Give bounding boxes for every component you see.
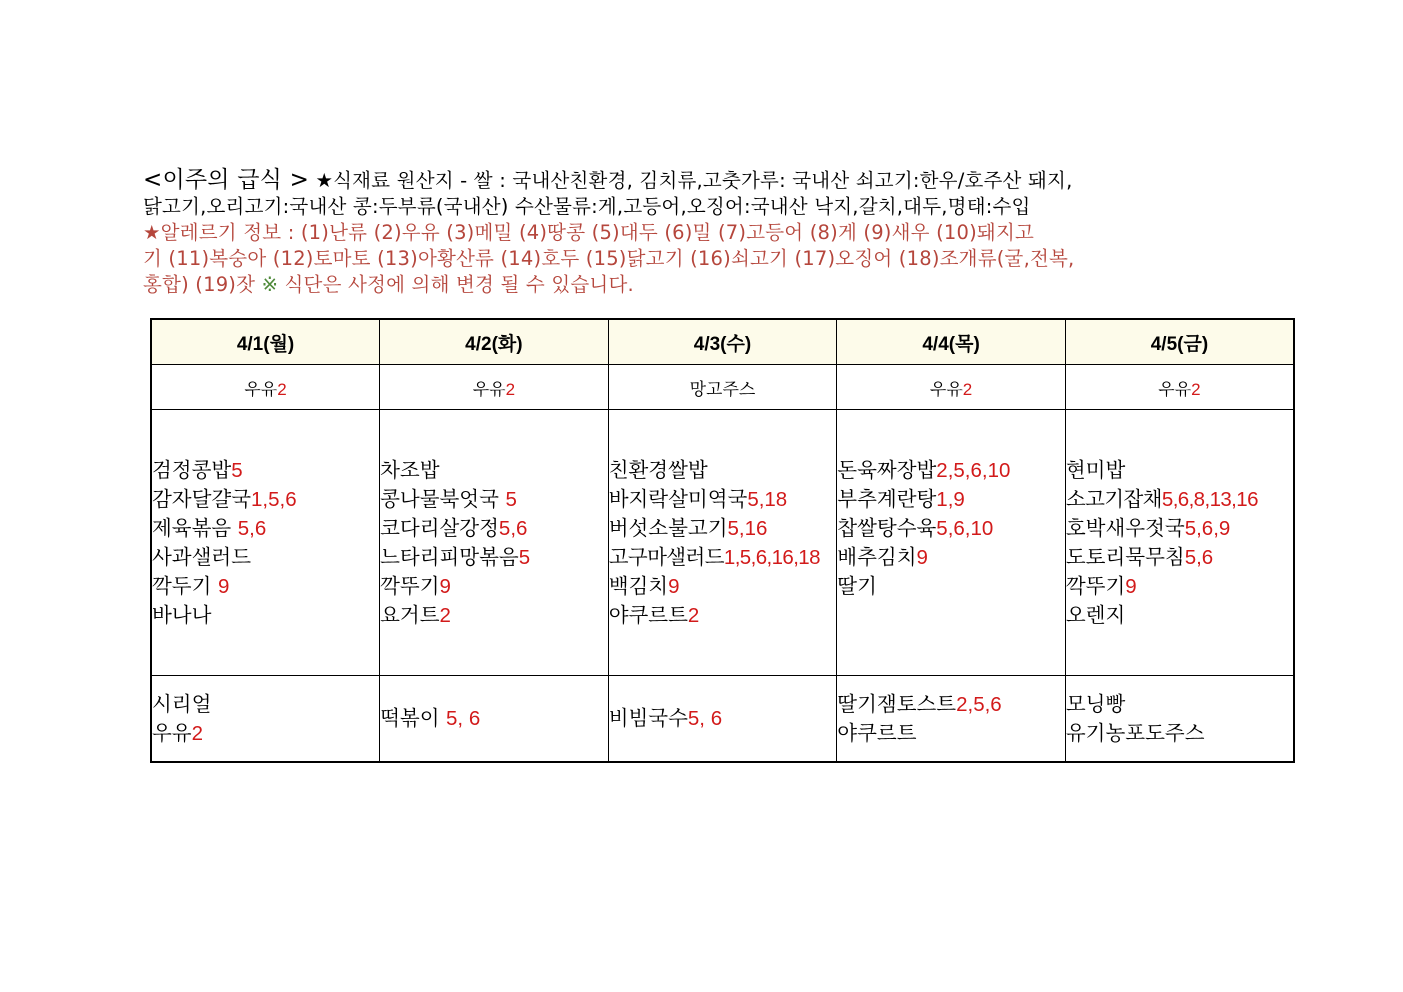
menu-item-name: 우유 (244, 379, 278, 400)
menu-item-name: 찹쌀탕수육 (837, 516, 937, 540)
date-header: 4/2(화) (380, 319, 609, 365)
morning-snack-row (151, 365, 1294, 410)
menu-item-name: 유기농포도주스 (1065, 720, 1205, 745)
allergy-code: 5, 6 (687, 707, 723, 730)
menu-item (609, 485, 837, 514)
allergy-code: 2 (687, 603, 700, 627)
menu-item-name: 현미밥 (1065, 457, 1126, 482)
allergy-code: 2,5,6 (956, 692, 1002, 716)
afternoon-snack-cell (151, 676, 380, 763)
menu-item-name: 오렌지 (1065, 602, 1126, 627)
menu-item (380, 543, 608, 572)
change-mark-icon: ※ (261, 273, 279, 296)
menu-item-name: 배추김치 (837, 545, 917, 569)
allergy-code: 1,9 (936, 488, 965, 511)
menu-item-name: 모닝빵 (1065, 691, 1126, 716)
allergy-code: 5,6,9 (1184, 516, 1231, 540)
menu-item-name: 사과샐러드 (152, 544, 252, 569)
lunch-cell (608, 410, 837, 676)
allergy-code: 2 (277, 379, 287, 399)
menu-item (1066, 601, 1293, 630)
menu-item (837, 456, 1065, 485)
morning-snack-cell (608, 365, 837, 410)
menu-item-name: 콩나물북엇국 (380, 486, 506, 511)
afternoon-snack-cell (1065, 676, 1294, 763)
change-note: 식단은 사정에 의해 변경 될 수 있습니다. (284, 273, 634, 296)
menu-item-name: 우유 (152, 720, 192, 745)
menu-item-name: 요거트 (380, 602, 440, 627)
allergy-code: 1,5,6 (251, 487, 297, 511)
menu-item-name: 검정콩밥 (152, 457, 232, 482)
menu-item (609, 601, 837, 630)
menu-item (1066, 485, 1293, 514)
menu-item-name: 떡볶이 (380, 706, 447, 730)
menu-item-name: 고구마샐러드 (608, 544, 724, 569)
menu-item (1066, 719, 1293, 748)
menu-item (1066, 456, 1293, 485)
allergy-code: 5,6,10 (936, 517, 994, 540)
menu-item (380, 704, 608, 733)
menu-item (152, 719, 379, 748)
menu-item (609, 572, 837, 601)
allergy-code: 9 (217, 574, 230, 598)
allergy-code: 9 (668, 574, 680, 598)
menu-item (152, 543, 379, 572)
menu-item-name: 딸기잼토스트 (837, 691, 957, 716)
menu-item (380, 601, 608, 630)
menu-item (837, 485, 1065, 514)
menu-item-name: 비빔국수 (608, 706, 688, 730)
lunch-cell (380, 410, 609, 676)
menu-item-name: 친환경쌀밥 (608, 457, 708, 482)
morning-snack-cell (837, 365, 1066, 410)
menu-item (1066, 572, 1293, 601)
menu-item (380, 514, 608, 543)
allergy-code: 5 (505, 487, 517, 511)
allergy-code: 5 (518, 545, 531, 569)
menu-item-name: 딸기 (837, 574, 877, 598)
menu-item-name: 제육볶음 (152, 515, 238, 540)
menu-item-name: 호박새우젓국 (1065, 515, 1185, 540)
notice-origin-line-2: 닭고기,오리고기:국내산 콩:두부류(국내산) 수산물류:게,고등어,오징어:국내산 낙지,갈치,대두,명태:수입 (143, 195, 1031, 218)
lunch-row (151, 410, 1294, 676)
menu-item (1066, 514, 1293, 543)
menu-item (152, 485, 379, 514)
origin-info: ★식재료 원산지 - 쌀 : 국내산친환경, 김치류,고춧가루: 국내산 쇠고기:한우/호주산 돼지, (315, 169, 1073, 192)
allergy-code: 5, 6 (446, 707, 481, 730)
menu-item-name: 소고기잡채 (1065, 486, 1162, 511)
date-header: 4/1(월) (151, 319, 380, 365)
menu-item-name: 시리얼 (152, 691, 212, 716)
menu-item-name: 바나나 (152, 602, 212, 627)
allergy-code: 9 (439, 574, 451, 598)
allergy-code: 2 (1191, 379, 1201, 399)
menu-item (837, 572, 1065, 601)
allergy-code: 2 (962, 379, 973, 399)
allergy-code: 5,6 (237, 516, 267, 540)
notice-last-line (143, 272, 1268, 298)
menu-item (609, 514, 837, 543)
date-header: 4/3(수) (608, 319, 837, 365)
menu-item (837, 514, 1065, 543)
menu-item (152, 601, 379, 630)
menu-item (609, 456, 837, 485)
menu-item (837, 719, 1065, 748)
menu-item-name: 망고주스 (689, 379, 756, 400)
menu-item-name: 버섯소불고기 (608, 515, 728, 540)
allergy-code: 5,6 (498, 516, 528, 540)
menu-item-name: 우유 (929, 379, 963, 400)
menu-item (152, 572, 379, 601)
lunch-cell (151, 410, 380, 676)
allergy-code: 2,5,6,10 (936, 459, 1011, 482)
menu-item (152, 690, 379, 719)
date-header: 4/5(금) (1065, 319, 1294, 365)
menu-item-name: 깍두기 (152, 573, 218, 598)
allergy-code: 5 (231, 458, 243, 482)
lunch-cell (1065, 410, 1294, 676)
notice-origin-line-1 (143, 167, 1268, 194)
afternoon-snack-cell (608, 676, 837, 763)
menu-item-name: 깍뚜기 (1065, 573, 1126, 598)
menu-item-name: 백김치 (608, 573, 669, 598)
menu-item-name: 도토리묵무침 (1065, 544, 1185, 569)
allergy-code: 1,5,6,16,18 (723, 545, 820, 569)
menu-item (152, 456, 379, 485)
allergy-code: 5,16 (727, 516, 768, 540)
allergy-info-line-1: ★알레르기 정보 : (1)난류 (2)우유 (3)메밀 (4)땅콩 (5)대두 (6)밀 (7)고등어 (8)게 (9)새우 (10)돼지고 (143, 221, 1035, 244)
afternoon-snack-row (151, 676, 1294, 763)
menu-item (609, 704, 837, 733)
morning-snack-cell (1065, 365, 1294, 410)
allergy-info-line-2: 기 (11)복숭아 (12)토마토 (13)아황산류 (14)호두 (15)닭고기 (16)쇠고기 (17)오징어 (18)조개류(굴,전복, (143, 247, 1075, 270)
menu-item-name: 감자달걀국 (152, 486, 252, 511)
menu-item (1066, 543, 1293, 572)
menu-item (837, 543, 1065, 572)
allergy-code: 9 (916, 546, 928, 569)
lunch-cell (837, 410, 1066, 676)
menu-item-name: 돈육짜장밥 (837, 458, 937, 482)
menu-item-name: 코다리살강정 (380, 515, 499, 540)
afternoon-snack-cell (837, 676, 1066, 763)
meal-table (150, 318, 1295, 763)
menu-item (609, 543, 837, 572)
allergy-code: 2 (439, 603, 451, 627)
menu-item-name: 바지락살미역국 (608, 486, 748, 511)
allergy-code: 5,6 (1184, 545, 1214, 569)
morning-snack-cell (380, 365, 609, 410)
menu-item (380, 456, 608, 485)
menu-item-name: 우유 (472, 379, 506, 400)
menu-item (380, 572, 608, 601)
notice-title: <이주의 급식 > (143, 167, 310, 193)
menu-item-name: 느타리피망볶음 (380, 544, 519, 569)
allergy-code: 5,18 (747, 487, 788, 511)
menu-item-name: 야쿠르트 (837, 720, 917, 745)
menu-item-name: 깍뚜기 (380, 573, 440, 598)
notice-block (143, 167, 1268, 298)
allergy-code: 9 (1125, 574, 1137, 598)
allergy-code: 2 (191, 721, 204, 745)
menu-item-name: 우유 (1158, 379, 1192, 400)
menu-item (152, 514, 379, 543)
date-header-row (151, 319, 1294, 365)
menu-item (1066, 690, 1293, 719)
menu-item-name: 부추계란탕 (837, 487, 937, 511)
afternoon-snack-cell (380, 676, 609, 763)
allergy-code: 5,6,8,13,16 (1161, 487, 1258, 511)
menu-item (837, 690, 1065, 719)
allergy-info-line-3: 홍합) (19)잣 (143, 273, 256, 296)
allergy-code: 2 (505, 379, 516, 399)
menu-item-name: 야쿠르트 (608, 602, 688, 627)
morning-snack-cell (151, 365, 380, 410)
menu-item-name: 차조밥 (380, 457, 440, 482)
date-header: 4/4(목) (837, 319, 1066, 365)
menu-item (380, 485, 608, 514)
